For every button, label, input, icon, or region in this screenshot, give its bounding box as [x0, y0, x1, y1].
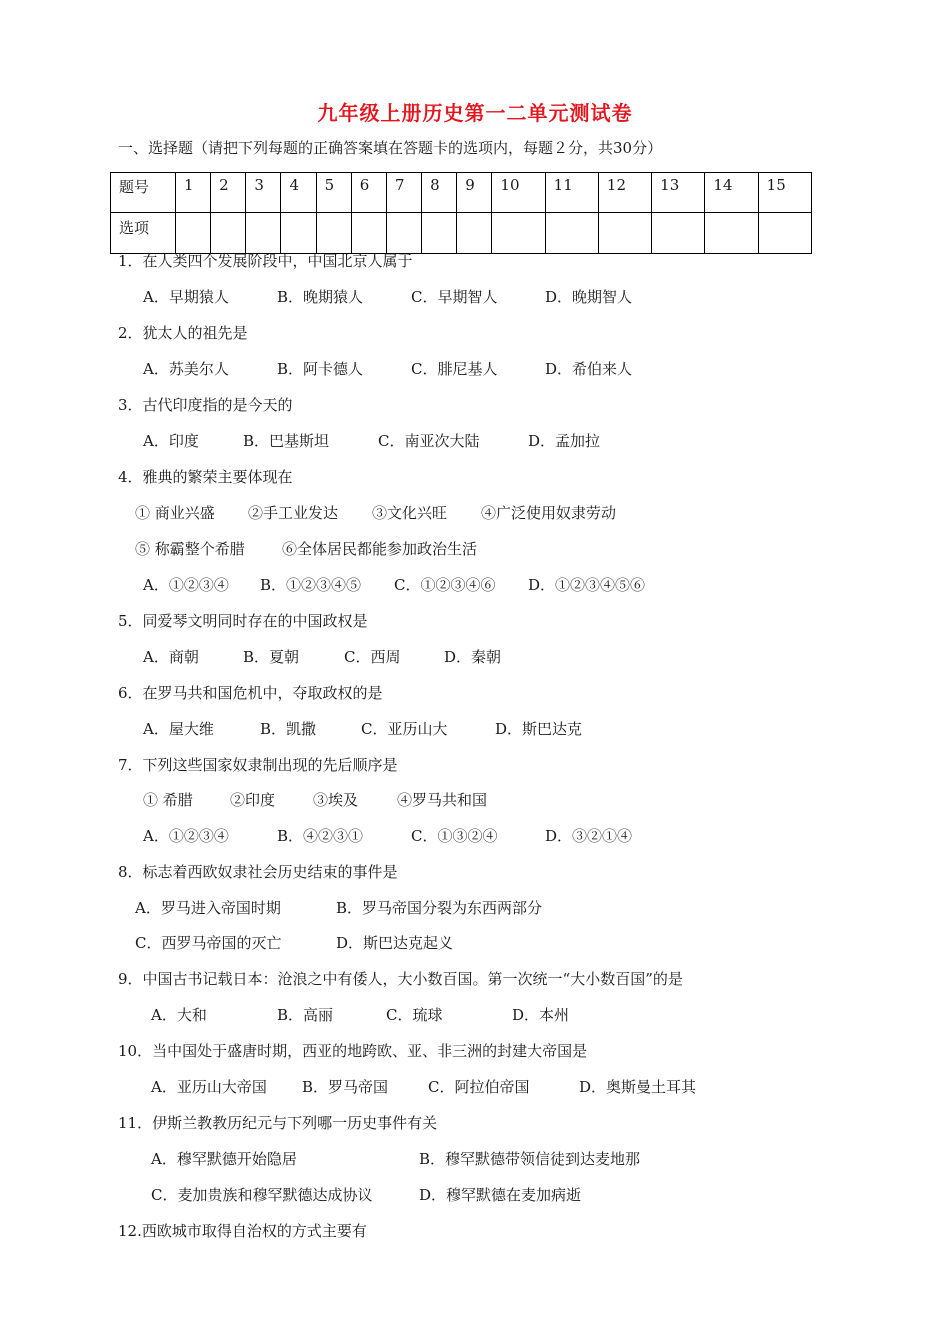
option-d: D．秦朝	[444, 648, 502, 666]
option-b: B．巴基斯坦	[243, 432, 330, 450]
option-c: C．亚历山大	[361, 720, 448, 738]
question-number-cell: 14	[705, 173, 758, 213]
question-number-cell: 10	[492, 173, 545, 213]
option-b: B．罗马帝国	[302, 1078, 389, 1096]
option-a: A．屋大维	[143, 720, 214, 738]
question-stem: 4．雅典的繁荣主要体现在	[118, 468, 293, 486]
statement-item: ③文化兴旺	[372, 504, 448, 522]
answer-cell[interactable]	[281, 213, 316, 254]
option-d: D．①②③④⑤⑥	[528, 576, 646, 594]
option-d: D．奥斯曼土耳其	[579, 1078, 697, 1096]
answer-cell[interactable]	[176, 213, 211, 254]
answer-cell[interactable]	[545, 213, 598, 254]
option-c: C．琉球	[386, 1006, 443, 1024]
question-stem: 3．古代印度指的是今天的	[118, 396, 293, 414]
question-number-cell: 7	[386, 173, 421, 213]
question-number-cell: 11	[545, 173, 598, 213]
option-c: C．腓尼基人	[411, 360, 498, 378]
answer-cell[interactable]	[316, 213, 351, 254]
option-d: D．希伯来人	[545, 360, 633, 378]
question-number-cell: 4	[281, 173, 316, 213]
question-number-cell: 5	[316, 173, 351, 213]
option-a: A．①②③④	[143, 827, 229, 845]
option-c: C．早期智人	[411, 288, 498, 306]
question-stem: 2．犹太人的祖先是	[118, 324, 248, 342]
question-number-cell: 8	[422, 173, 457, 213]
option-c: C．麦加贵族和穆罕默德达成协议	[151, 1186, 373, 1204]
statement-item: ④广泛使用奴隶劳动	[481, 504, 617, 522]
option-a: A．罗马进入帝国时期	[135, 899, 281, 917]
statement-item: ① 商业兴盛	[135, 504, 215, 522]
table-row	[111, 213, 812, 254]
answer-cell[interactable]	[598, 213, 651, 254]
answer-cell[interactable]	[386, 213, 421, 254]
option-d: D．③②①④	[545, 827, 633, 845]
answer-cell[interactable]	[705, 213, 758, 254]
question-number-cell: 12	[598, 173, 651, 213]
option-b: B．穆罕默德带领信徒到达麦地那	[419, 1150, 641, 1168]
answer-cell[interactable]	[422, 213, 457, 254]
option-a: A．大和	[151, 1006, 207, 1024]
table-row	[111, 173, 812, 213]
statement-item: ②印度	[230, 791, 276, 809]
option-d: D．斯巴达克起义	[336, 934, 454, 952]
option-a: A．苏美尔人	[143, 360, 229, 378]
question-stem: 8．标志着西欧奴隶社会历史结束的事件是	[118, 863, 398, 881]
question-stem: 11．伊斯兰教教历纪元与下列哪一历史事件有关	[118, 1114, 438, 1132]
option-c: C．阿拉伯帝国	[428, 1078, 530, 1096]
option-a: A．商朝	[143, 648, 199, 666]
question-number-cell: 1	[176, 173, 211, 213]
question-number-cell: 2	[211, 173, 246, 213]
option-c: C．①②③④⑥	[394, 576, 496, 594]
option-b: B．①②③④⑤	[260, 576, 362, 594]
option-a: A．印度	[143, 432, 199, 450]
answer-cell[interactable]	[211, 213, 246, 254]
option-b: B．罗马帝国分裂为东西两部分	[336, 899, 543, 917]
answer-cell[interactable]	[758, 213, 811, 254]
question-stem: 10．当中国处于盛唐时期，西亚的地跨欧、亚、非三洲的封建大帝国是	[118, 1042, 588, 1060]
option-a: A．①②③④	[143, 576, 229, 594]
option-a: A．早期猿人	[143, 288, 229, 306]
option-d: D．斯巴达克	[495, 720, 583, 738]
question-stem: 7．下列这些国家奴隶制出现的先后顺序是	[118, 756, 398, 774]
option-c: C．西罗马帝国的灭亡	[135, 934, 282, 952]
option-d: D．本州	[512, 1006, 570, 1024]
statement-item: ③埃及	[313, 791, 359, 809]
row-label-number: 题号	[111, 173, 176, 213]
question-stem: 6．在罗马共和国危机中，夺取政权的是	[118, 684, 383, 702]
section-heading: 一、选择题（请把下列每题的正确答案填在答题卡的选项内，每题２分，共30分）	[118, 139, 663, 157]
option-b: B．高丽	[277, 1006, 334, 1024]
question-number-cell: 13	[652, 173, 705, 213]
question-number-cell: 6	[351, 173, 386, 213]
question-number-cell: 3	[246, 173, 281, 213]
statement-item: ⑥全体居民都能参加政治生活	[282, 540, 478, 558]
option-d: D．晚期智人	[545, 288, 633, 306]
answer-cell[interactable]	[246, 213, 281, 254]
question-stem: 1．在人类四个发展阶段中，中国北京人属于	[118, 252, 413, 270]
option-c: C．南亚次大陆	[378, 432, 480, 450]
statement-item: ④罗马共和国	[397, 791, 488, 809]
option-b: B．凯撒	[260, 720, 317, 738]
option-b: B．夏朝	[243, 648, 300, 666]
option-a: A．穆罕默德开始隐居	[151, 1150, 297, 1168]
option-d: D．穆罕默德在麦加病逝	[419, 1186, 582, 1204]
option-a: A．亚历山大帝国	[151, 1078, 267, 1096]
option-b: B．④②③①	[277, 827, 364, 845]
answer-cell[interactable]	[351, 213, 386, 254]
statement-item: ① 希腊	[143, 791, 193, 809]
answer-cell[interactable]	[457, 213, 492, 254]
question-stem: 9．中国古书记载日本：沧浪之中有倭人，大小数百国。第一次统一“大小数百国”的是	[118, 970, 683, 988]
option-d: D．孟加拉	[528, 432, 601, 450]
answer-cell[interactable]	[652, 213, 705, 254]
question-stem: 12.西欧城市取得自治权的方式主要有	[118, 1222, 367, 1240]
answer-cell[interactable]	[492, 213, 545, 254]
answer-table	[110, 172, 812, 254]
question-number-cell: 9	[457, 173, 492, 213]
statement-item: ②手工业发达	[248, 504, 339, 522]
page-title: 九年级上册历史第一二单元测试卷	[317, 101, 633, 125]
question-number-cell: 15	[758, 173, 811, 213]
option-b: B．阿卡德人	[277, 360, 364, 378]
row-label-answer: 选项	[111, 213, 176, 254]
option-c: C．西周	[344, 648, 401, 666]
question-stem: 5．同爱琴文明同时存在的中国政权是	[118, 612, 368, 630]
statement-item: ⑤ 称霸整个希腊	[135, 540, 245, 558]
option-b: B．晚期猿人	[277, 288, 364, 306]
option-c: C．①③②④	[411, 827, 498, 845]
